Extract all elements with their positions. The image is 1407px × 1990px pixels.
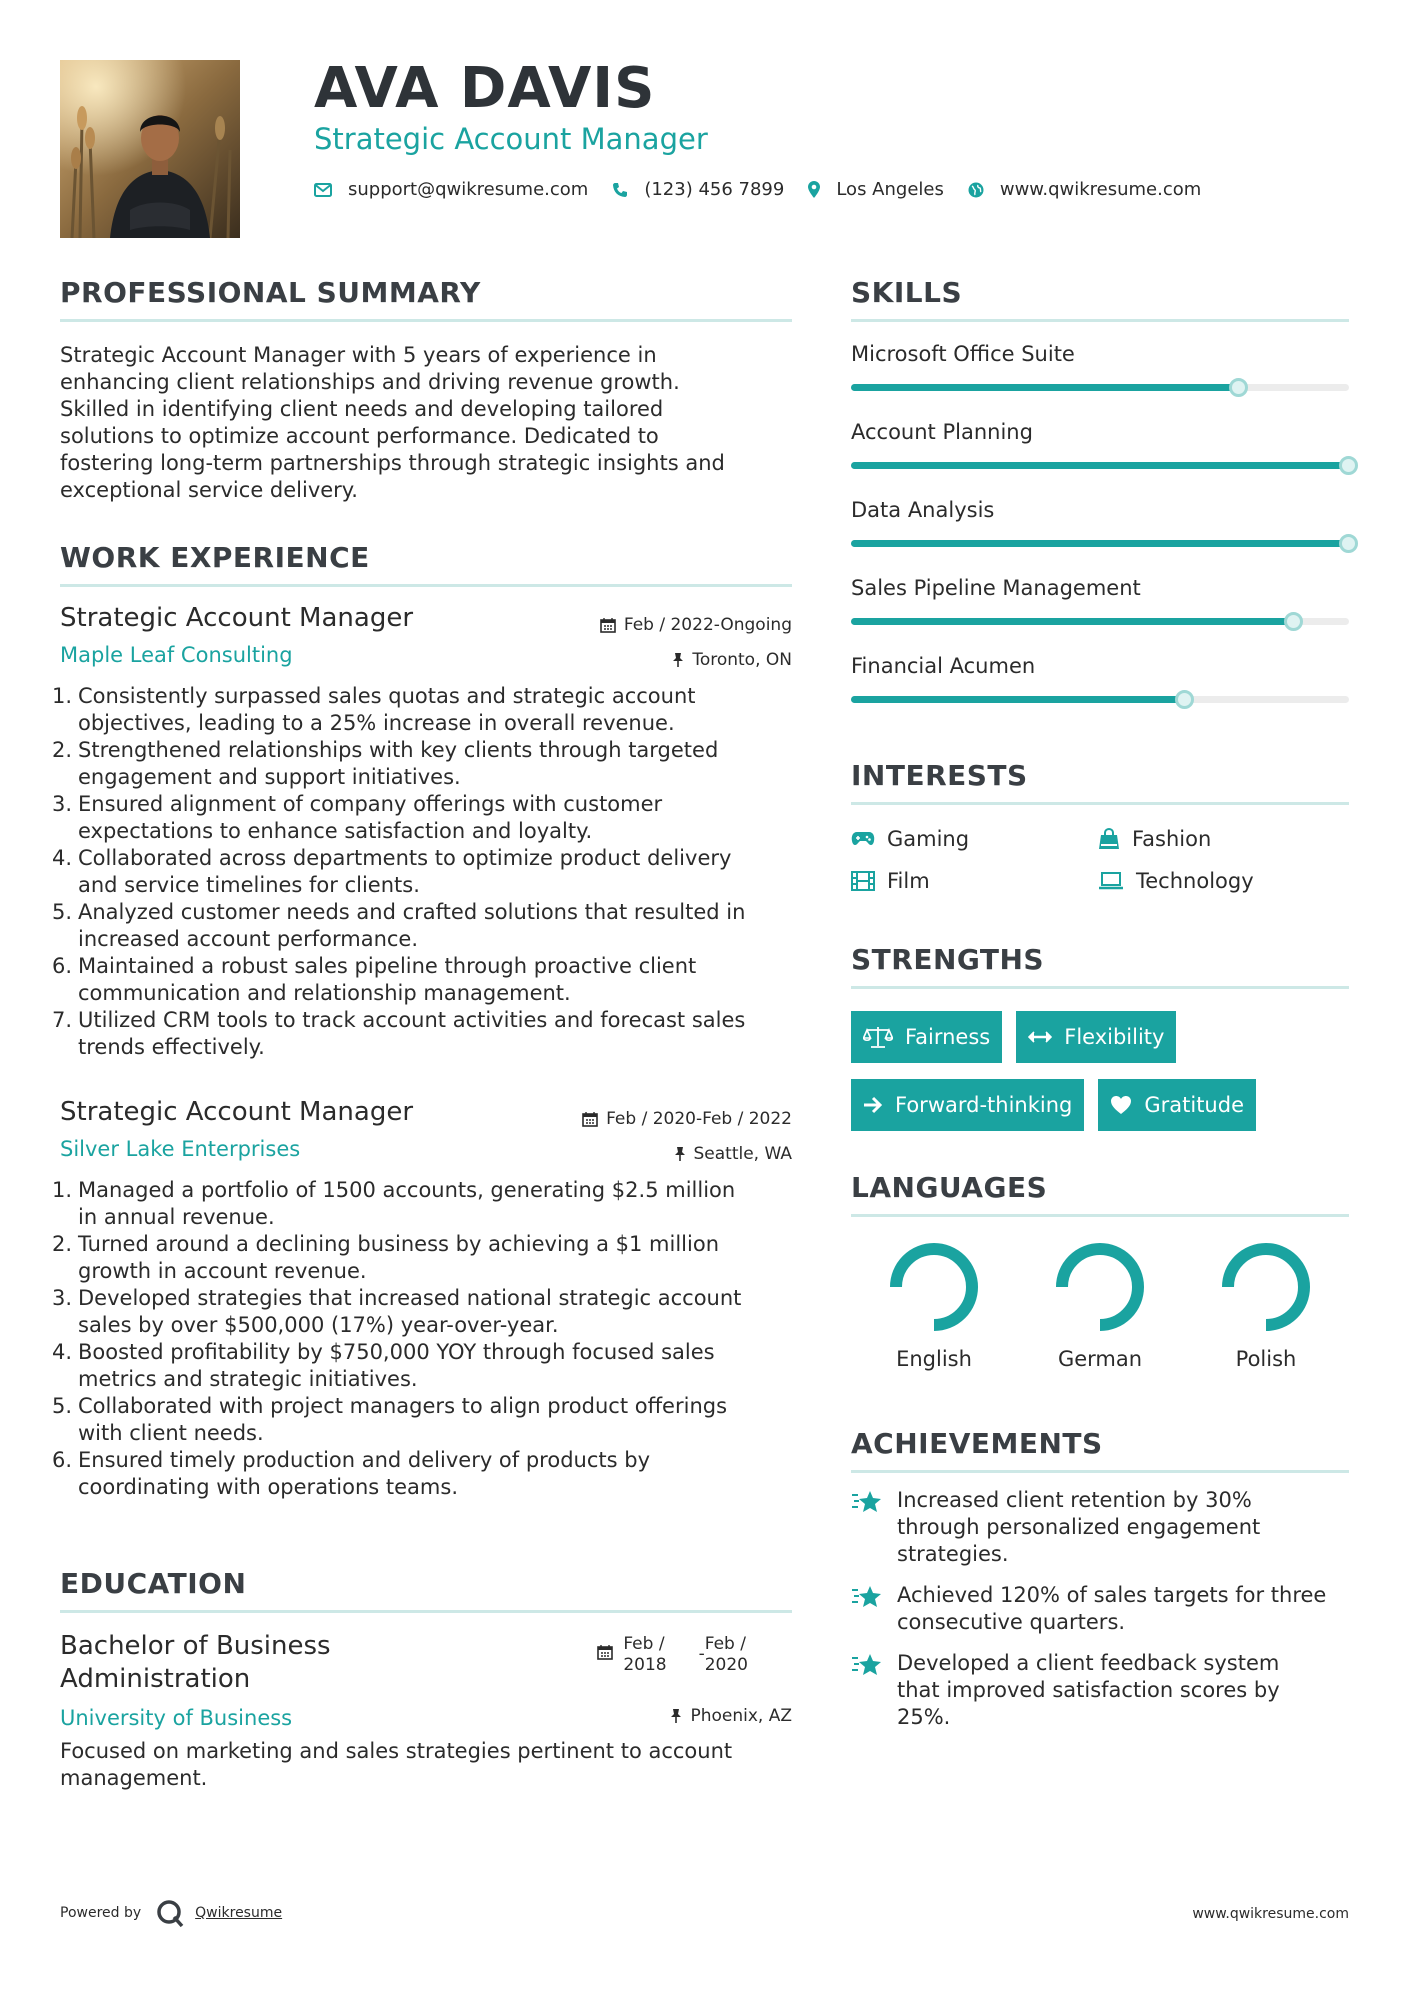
achievement-line: through personalized engagement bbox=[897, 1515, 1261, 1539]
date-line: Feb / bbox=[704, 1634, 746, 1654]
job-location-text: Seattle, WA bbox=[693, 1144, 792, 1164]
map-pin-icon bbox=[808, 181, 820, 198]
list-item bbox=[52, 791, 792, 845]
education-description bbox=[60, 1738, 792, 1792]
education-dates bbox=[597, 1634, 748, 1676]
interest-item bbox=[1098, 869, 1348, 893]
skill-item bbox=[851, 420, 1349, 498]
strength-tag bbox=[851, 1079, 1084, 1131]
arrows-horizontal-icon bbox=[1028, 1031, 1052, 1043]
skill-bar-fill bbox=[851, 618, 1294, 625]
bullet-line: Boosted profitability by $750,000 YOY through focused sales bbox=[78, 1340, 715, 1364]
skill-bar-knob bbox=[1339, 534, 1358, 553]
skill-item bbox=[851, 498, 1349, 576]
calendar-icon bbox=[597, 1644, 613, 1660]
email-text: support@qwikresume.com bbox=[348, 179, 589, 200]
list-item bbox=[52, 1007, 792, 1061]
bullet-line: Strengthened relationships with key clients through targeted bbox=[78, 738, 719, 762]
pushpin-icon bbox=[674, 1146, 686, 1162]
date-line: Feb / bbox=[623, 1634, 665, 1654]
skill-name: Financial Acumen bbox=[851, 654, 1036, 678]
language-item bbox=[851, 1241, 1017, 1371]
shooting-star-icon bbox=[851, 1584, 883, 1610]
bullet-line: Consistently surpassed sales quotas and strategic account bbox=[78, 684, 696, 708]
skill-item bbox=[851, 654, 1349, 732]
film-icon bbox=[851, 871, 875, 891]
list-item bbox=[52, 737, 792, 791]
language-gauge bbox=[888, 1241, 980, 1333]
strengths-heading: STRENGTHS bbox=[851, 943, 1045, 976]
skill-bar-knob bbox=[1229, 378, 1248, 397]
bullet-line: Ensured timely production and delivery of products by bbox=[78, 1448, 650, 1472]
job-bullets bbox=[52, 1177, 792, 1501]
achievement-line: strategies. bbox=[897, 1542, 1009, 1566]
envelope-icon bbox=[314, 183, 332, 197]
bullet-number: 4. bbox=[52, 1340, 73, 1364]
job-company: Maple Leaf Consulting bbox=[60, 643, 293, 667]
bullet-number: 2. bbox=[52, 1232, 73, 1256]
section-divider bbox=[851, 1214, 1349, 1217]
list-item bbox=[52, 1339, 792, 1393]
language-name: Polish bbox=[1235, 1347, 1297, 1371]
strength-tag bbox=[1016, 1011, 1176, 1063]
skill-bar-fill bbox=[851, 696, 1185, 703]
skill-name: Data Analysis bbox=[851, 498, 995, 522]
experience-section bbox=[60, 541, 792, 587]
bullet-line: expectations to enhance satisfaction and loyalty. bbox=[78, 819, 593, 843]
bullet-line: Developed strategies that increased national strategic account bbox=[78, 1286, 742, 1310]
bullet-number: 4. bbox=[52, 846, 73, 870]
achievement-line: Achieved 120% of sales targets for three bbox=[897, 1583, 1327, 1607]
bullet-line: trends effectively. bbox=[78, 1035, 265, 1059]
degree-line: Bachelor of Business bbox=[60, 1631, 331, 1661]
skill-item bbox=[851, 342, 1349, 420]
summary-line: Strategic Account Manager with 5 years of experience in bbox=[60, 343, 657, 367]
language-name: English bbox=[896, 1347, 972, 1371]
school-name: University of Business bbox=[60, 1706, 293, 1730]
skill-bar-knob bbox=[1339, 456, 1358, 475]
achievement-line: consecutive quarters. bbox=[897, 1610, 1126, 1634]
list-item bbox=[52, 1393, 792, 1447]
job-date-text: Feb / 2020-Feb / 2022 bbox=[606, 1109, 792, 1129]
globe-icon bbox=[968, 182, 984, 198]
degree-line: Administration bbox=[60, 1664, 251, 1694]
bullet-line: with client needs. bbox=[78, 1421, 264, 1445]
achievements-section bbox=[851, 1427, 1349, 1731]
bullet-line: Ensured alignment of company offerings with customer bbox=[78, 792, 663, 816]
skill-bar bbox=[851, 384, 1349, 391]
summary-text bbox=[60, 342, 792, 504]
strength-tag bbox=[1098, 1079, 1256, 1131]
footer-website[interactable]: www.qwikresume.com bbox=[1192, 1906, 1349, 1922]
language-item bbox=[1183, 1241, 1349, 1371]
phone-text: (123) 456 7899 bbox=[644, 179, 785, 200]
skill-name: Sales Pipeline Management bbox=[851, 576, 1141, 600]
skill-item bbox=[851, 576, 1349, 654]
contact-phone[interactable] bbox=[612, 179, 784, 200]
list-item bbox=[52, 899, 792, 953]
section-divider bbox=[851, 986, 1349, 989]
bullet-line: Analyzed customer needs and crafted solutions that resulted in bbox=[78, 900, 746, 924]
list-item bbox=[52, 1177, 792, 1231]
achievements-list bbox=[851, 1487, 1349, 1731]
skill-bar-knob bbox=[1175, 690, 1194, 709]
bullet-line: communication and relationship management. bbox=[78, 981, 571, 1005]
section-divider bbox=[851, 802, 1349, 805]
skills-heading: SKILLS bbox=[851, 276, 963, 309]
bullet-number: 1. bbox=[52, 684, 73, 708]
skill-bar-fill bbox=[851, 384, 1239, 391]
bullet-number: 3. bbox=[52, 792, 73, 816]
contact-location bbox=[808, 179, 944, 200]
education-section bbox=[60, 1567, 792, 1613]
job-date bbox=[582, 1109, 792, 1129]
achievement-text bbox=[897, 1582, 1326, 1636]
bullet-line: sales by over $500,000 (17%) year-over-year. bbox=[78, 1313, 559, 1337]
achievement-item bbox=[851, 1582, 1349, 1636]
footer-powered-by bbox=[60, 1898, 282, 1928]
candidate-title: Strategic Account Manager bbox=[314, 122, 708, 156]
achievement-line: Developed a client feedback system bbox=[897, 1651, 1280, 1675]
skills-list bbox=[851, 342, 1349, 732]
skill-name: Account Planning bbox=[851, 420, 1033, 444]
education-location bbox=[670, 1706, 792, 1726]
contact-website[interactable] bbox=[968, 179, 1201, 200]
bullet-number: 7. bbox=[52, 1008, 73, 1032]
bullet-line: coordinating with operations teams. bbox=[78, 1475, 458, 1499]
phone-icon bbox=[612, 182, 628, 198]
language-item bbox=[1017, 1241, 1183, 1371]
summary-line: fostering long-term partnerships through strategic insights and bbox=[60, 451, 725, 475]
list-item bbox=[52, 1231, 792, 1285]
date-line: 2020 bbox=[704, 1655, 748, 1675]
list-item bbox=[52, 1447, 792, 1501]
contact-email[interactable] bbox=[314, 179, 588, 200]
experience-heading: WORK EXPERIENCE bbox=[60, 541, 370, 574]
calendar-icon bbox=[600, 617, 616, 633]
bullet-number: 1. bbox=[52, 1178, 73, 1202]
skill-bar bbox=[851, 618, 1349, 625]
skill-bar bbox=[851, 540, 1349, 547]
achievement-line: Increased client retention by 30% bbox=[897, 1488, 1252, 1512]
description-line: Focused on marketing and sales strategies pertinent to account bbox=[60, 1739, 733, 1763]
language-gauge bbox=[1220, 1241, 1312, 1333]
date-separator: - bbox=[698, 1644, 705, 1664]
bullet-line: Maintained a robust sales pipeline through proactive client bbox=[78, 954, 697, 978]
interests-list bbox=[851, 827, 1349, 893]
arrow-right-icon bbox=[863, 1096, 883, 1114]
bullet-line: in annual revenue. bbox=[78, 1205, 275, 1229]
strength-label: Forward-thinking bbox=[895, 1093, 1073, 1117]
qwikresume-logo-icon bbox=[155, 1898, 185, 1928]
section-divider bbox=[60, 319, 792, 322]
bullet-line: metrics and strategic initiatives. bbox=[78, 1367, 418, 1391]
summary-line: enhancing client relationships and driving revenue growth. bbox=[60, 370, 680, 394]
contact-row bbox=[314, 179, 1225, 200]
education-heading: EDUCATION bbox=[60, 1567, 247, 1600]
job-company: Silver Lake Enterprises bbox=[60, 1137, 301, 1161]
job-title: Strategic Account Manager bbox=[60, 603, 414, 633]
bullet-number: 6. bbox=[52, 954, 73, 978]
skill-bar-fill bbox=[851, 462, 1349, 469]
bullet-line: Managed a portfolio of 1500 accounts, generating $2.5 million bbox=[78, 1178, 736, 1202]
strength-label: Fairness bbox=[905, 1025, 991, 1049]
achievement-text bbox=[897, 1487, 1260, 1568]
interests-section bbox=[851, 759, 1349, 893]
pushpin-icon bbox=[672, 652, 684, 668]
bullet-line: engagement and support initiatives. bbox=[78, 765, 461, 789]
skill-name: Microsoft Office Suite bbox=[851, 342, 1075, 366]
brand-link[interactable]: Qwikresume bbox=[195, 1905, 283, 1921]
job-bullets bbox=[52, 683, 792, 1061]
job-location bbox=[672, 650, 792, 670]
strengths-list bbox=[851, 1011, 1349, 1147]
bullet-number: 6. bbox=[52, 1448, 73, 1472]
powered-by-text: Powered by bbox=[60, 1905, 142, 1921]
shopping-bag-icon bbox=[1098, 828, 1120, 850]
candidate-name: AVA DAVIS bbox=[314, 56, 656, 121]
shooting-star-icon bbox=[851, 1652, 883, 1678]
skill-bar bbox=[851, 462, 1349, 469]
achievement-text bbox=[897, 1650, 1280, 1731]
heart-icon bbox=[1110, 1095, 1132, 1115]
interest-label: Gaming bbox=[887, 827, 970, 851]
languages-section bbox=[851, 1171, 1349, 1371]
website-text: www.qwikresume.com bbox=[999, 179, 1202, 200]
bullet-number: 3. bbox=[52, 1286, 73, 1310]
section-divider bbox=[851, 319, 1349, 322]
skill-bar-fill bbox=[851, 540, 1349, 547]
bullet-line: Utilized CRM tools to track account activities and forecast sales bbox=[78, 1008, 746, 1032]
job-location-text: Toronto, ON bbox=[692, 650, 792, 670]
bullet-line: Collaborated with project managers to align product offerings bbox=[78, 1394, 728, 1418]
education-entry bbox=[60, 1630, 792, 1792]
location-text: Los Angeles bbox=[836, 179, 944, 200]
job-location bbox=[674, 1144, 793, 1164]
profile-photo bbox=[60, 60, 240, 238]
description-line: management. bbox=[60, 1766, 208, 1790]
interest-item bbox=[851, 827, 1098, 851]
job-entry bbox=[52, 603, 792, 1061]
bullet-line: growth in account revenue. bbox=[78, 1259, 367, 1283]
date-line: 2018 bbox=[623, 1655, 667, 1675]
interest-item bbox=[1098, 827, 1348, 851]
education-location-text: Phoenix, AZ bbox=[690, 1706, 792, 1726]
education-end bbox=[705, 1634, 748, 1676]
list-item bbox=[52, 683, 792, 737]
interest-item bbox=[851, 869, 1098, 893]
languages-list bbox=[851, 1241, 1349, 1371]
achievement-item bbox=[851, 1487, 1349, 1568]
section-divider bbox=[851, 1470, 1349, 1473]
bullet-line: and service timelines for clients. bbox=[78, 873, 420, 897]
list-item bbox=[52, 953, 792, 1007]
list-item bbox=[52, 845, 792, 899]
language-gauge-arc bbox=[1062, 1249, 1138, 1325]
section-divider bbox=[60, 584, 792, 587]
language-gauge-arc bbox=[896, 1249, 972, 1325]
list-item bbox=[52, 1285, 792, 1339]
interests-heading: INTERESTS bbox=[851, 759, 1028, 792]
language-name: German bbox=[1057, 1347, 1143, 1371]
job-entry bbox=[52, 1097, 792, 1501]
bullet-line: objectives, leading to a 25% increase in overall revenue. bbox=[78, 711, 675, 735]
interest-label: Film bbox=[887, 869, 930, 893]
job-date bbox=[600, 615, 792, 635]
shooting-star-icon bbox=[851, 1489, 883, 1515]
bullet-number: 5. bbox=[52, 900, 73, 924]
job-date-text: Feb / 2022-Ongoing bbox=[623, 615, 792, 635]
strength-tag bbox=[851, 1011, 1002, 1063]
bullet-number: 2. bbox=[52, 738, 73, 762]
interest-label: Fashion bbox=[1132, 827, 1212, 851]
section-divider bbox=[60, 1610, 792, 1613]
achievement-item bbox=[851, 1650, 1349, 1731]
languages-heading: LANGUAGES bbox=[851, 1171, 1048, 1204]
bullet-line: Collaborated across departments to optimize product delivery bbox=[78, 846, 732, 870]
summary-line: Skilled in identifying client needs and developing tailored bbox=[60, 397, 664, 421]
skill-bar bbox=[851, 696, 1349, 703]
summary-line: exceptional service delivery. bbox=[60, 478, 358, 502]
strength-label: Flexibility bbox=[1064, 1025, 1165, 1049]
summary-section bbox=[60, 276, 792, 504]
achievement-line: that improved satisfaction scores by bbox=[897, 1678, 1280, 1702]
job-title: Strategic Account Manager bbox=[60, 1097, 414, 1127]
calendar-icon bbox=[582, 1111, 598, 1127]
language-gauge bbox=[1054, 1241, 1146, 1333]
scale-icon bbox=[863, 1026, 893, 1048]
achievements-heading: ACHIEVEMENTS bbox=[851, 1427, 1103, 1460]
laptop-icon bbox=[1098, 872, 1124, 890]
summary-line: solutions to optimize account performance. Dedicated to bbox=[60, 424, 659, 448]
pushpin-icon bbox=[670, 1708, 682, 1724]
bullet-line: increased account performance. bbox=[78, 927, 419, 951]
language-gauge-arc bbox=[1228, 1249, 1304, 1325]
skill-bar-knob bbox=[1284, 612, 1303, 631]
strength-label: Gratitude bbox=[1144, 1093, 1244, 1117]
gamepad-icon bbox=[851, 831, 875, 847]
summary-heading: PROFESSIONAL SUMMARY bbox=[60, 276, 481, 309]
interest-label: Technology bbox=[1136, 869, 1254, 893]
achievement-line: 25%. bbox=[897, 1705, 951, 1729]
strengths-section bbox=[851, 943, 1349, 1147]
bullet-number: 5. bbox=[52, 1394, 73, 1418]
skills-section bbox=[851, 276, 1349, 732]
bullet-line: Turned around a declining business by achieving a $1 million bbox=[78, 1232, 720, 1256]
education-start bbox=[623, 1634, 666, 1676]
